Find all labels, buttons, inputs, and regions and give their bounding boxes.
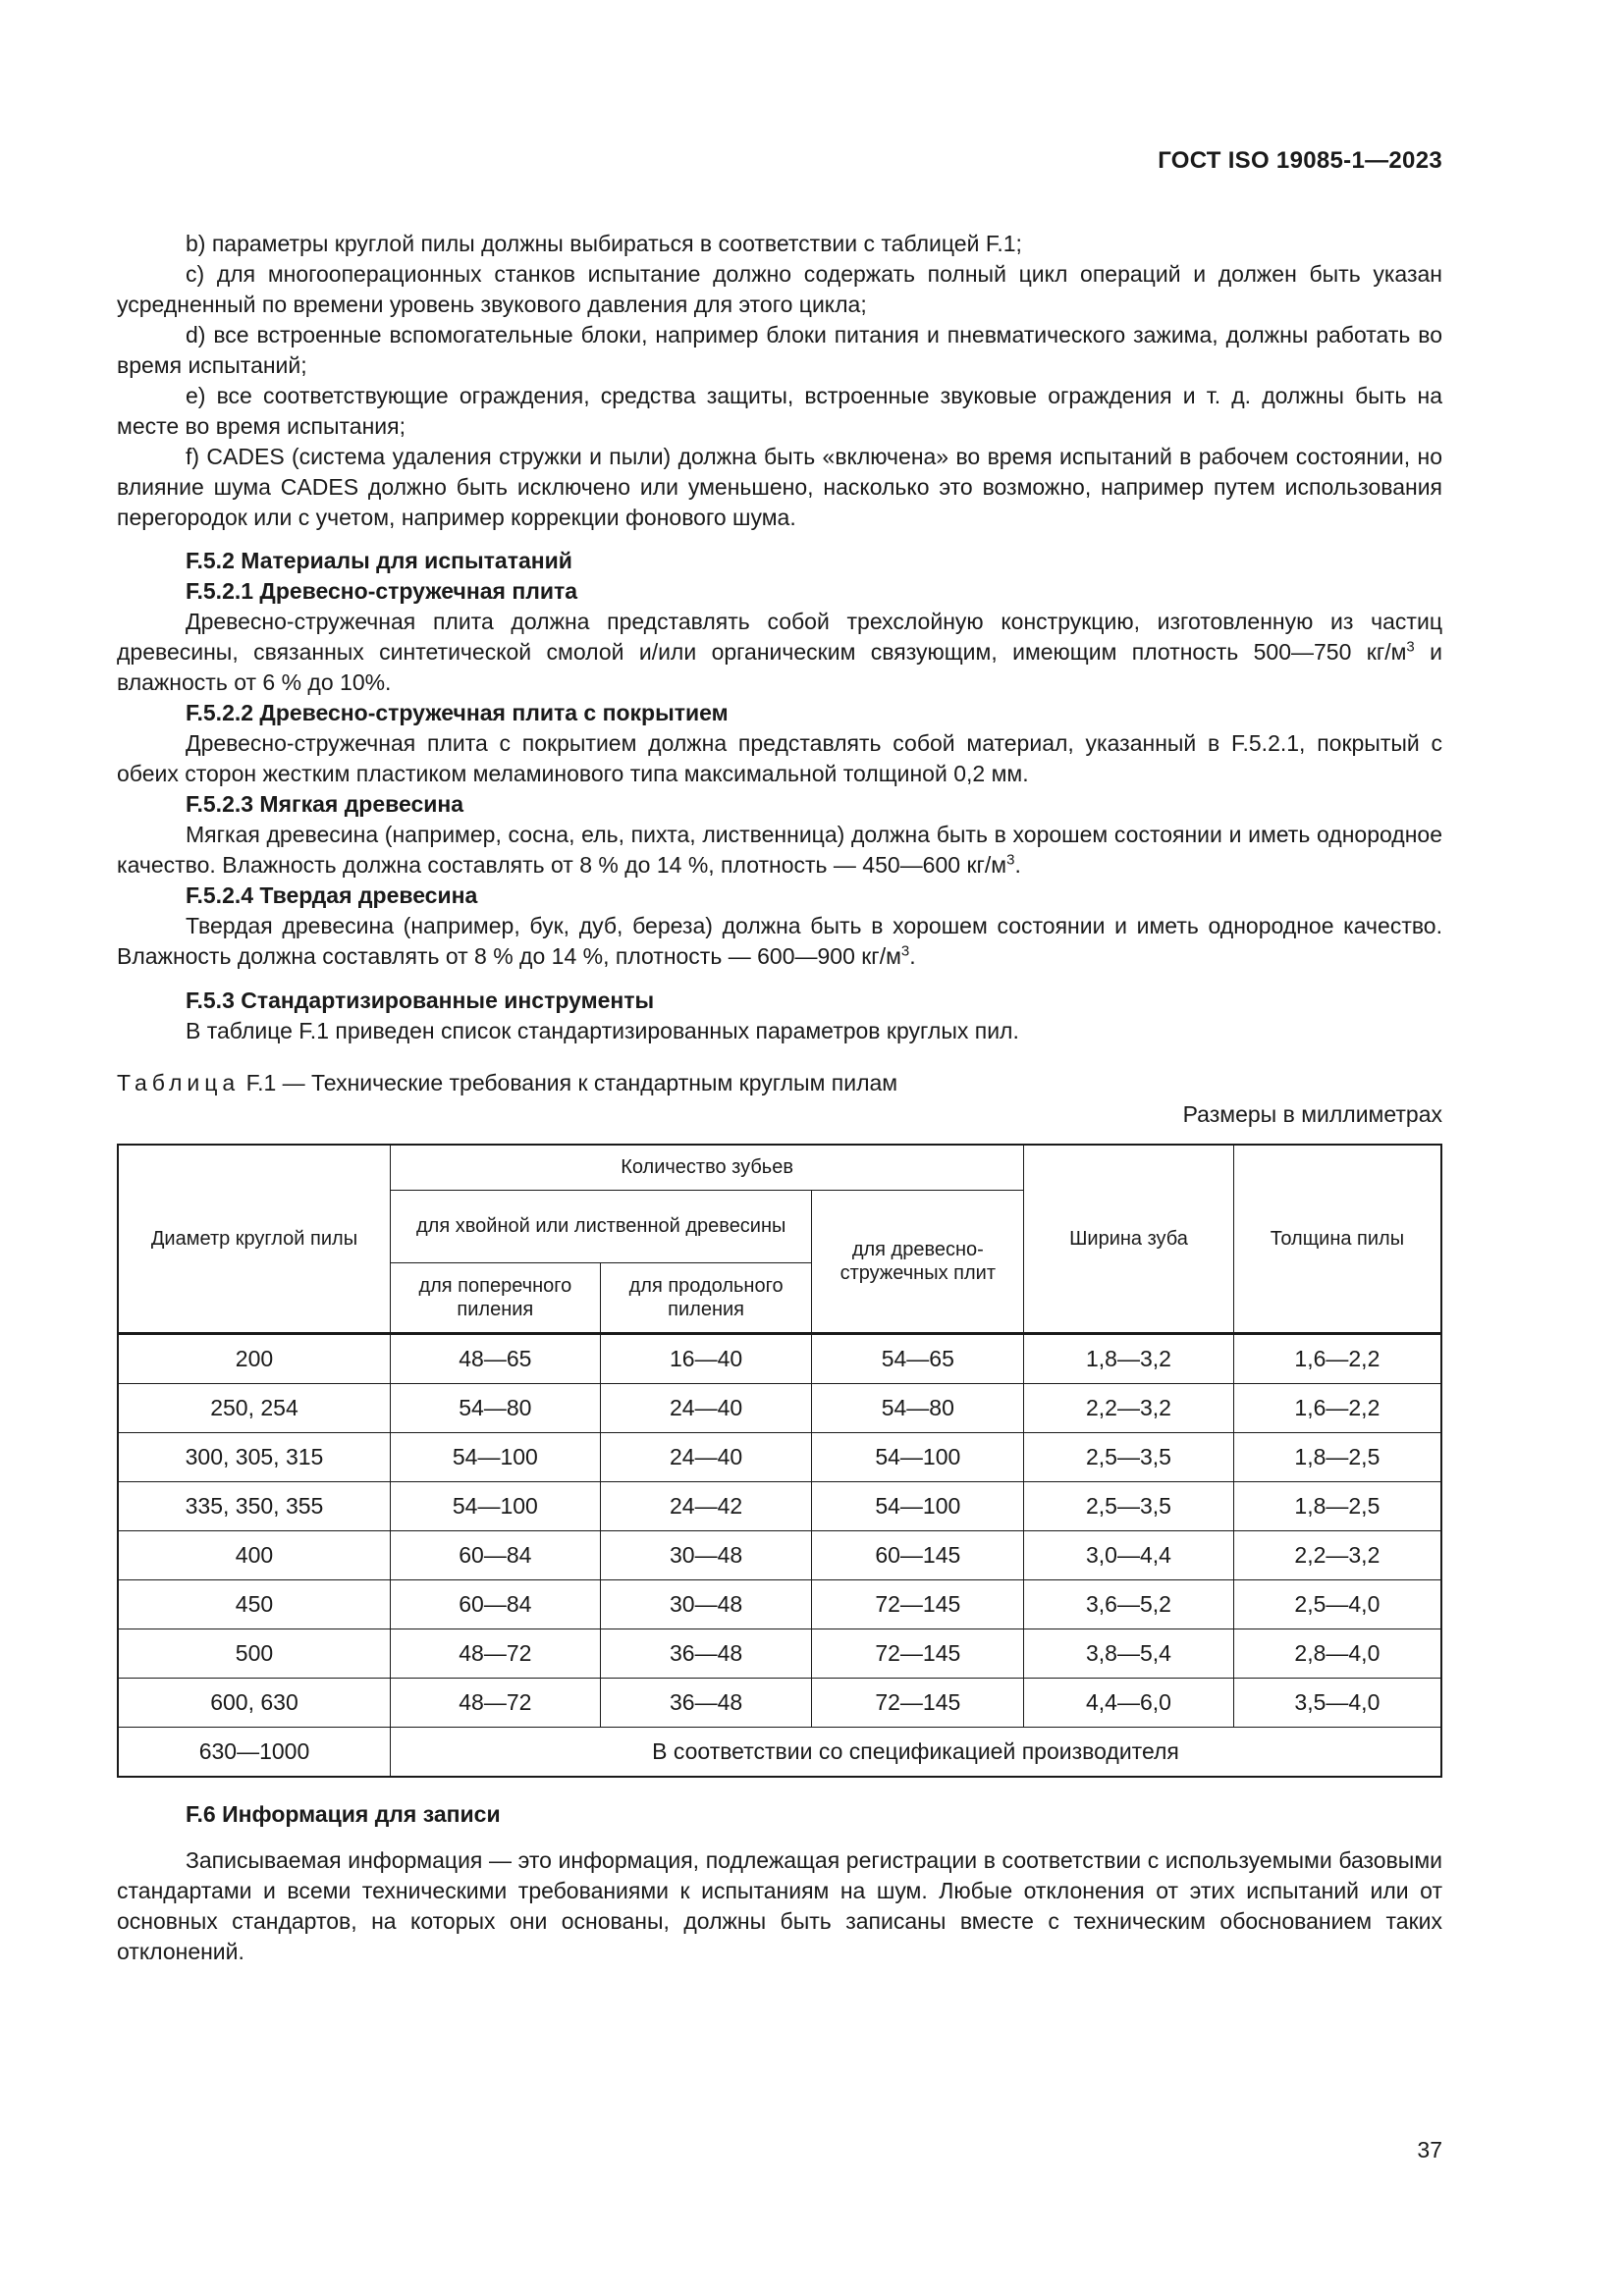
table-cell-merged-note: В соответствии со спецификацией производителя bbox=[390, 1727, 1441, 1777]
header-chipboard: для древесно-стружечных плит bbox=[812, 1190, 1024, 1333]
table-cell: 2,5—4,0 bbox=[1233, 1579, 1441, 1629]
table-row bbox=[118, 1383, 1441, 1432]
paragraph-f523: Мягкая древесина (например, сосна, ель, пихта, лиственница) должна быть в хорошем состоянии и иметь однородное качество. Влажность должна составлять от 8 % до 14 %, плотность — 450—600 $кг/м^3$. bbox=[117, 822, 1442, 878]
table-cell: 48—72 bbox=[390, 1629, 600, 1678]
header-ripcut: для продольного пиления bbox=[600, 1262, 812, 1333]
table-cell: 24—40 bbox=[600, 1432, 812, 1481]
table-cell: 54—100 bbox=[390, 1481, 600, 1530]
table-cell: 2,2—3,2 bbox=[1233, 1530, 1441, 1579]
table-cell: 36—48 bbox=[600, 1629, 812, 1678]
document-header: ГОСТ ISO 19085-1—2023 bbox=[1158, 147, 1442, 174]
table-cell: 600, 630 bbox=[118, 1678, 390, 1727]
table-cell: 36—48 bbox=[600, 1678, 812, 1727]
table-body bbox=[118, 1333, 1441, 1777]
list-item-b: b) параметры круглой пилы должны выбираться в соответствии с таблицей F.1; bbox=[186, 231, 1022, 256]
table-cell: 72—145 bbox=[812, 1579, 1024, 1629]
header-softhard-wood: для хвойной или лиственной древесины bbox=[390, 1190, 811, 1262]
table-cell: 300, 305, 315 bbox=[118, 1432, 390, 1481]
table-cell: 450 bbox=[118, 1579, 390, 1629]
table-cell: 16—40 bbox=[600, 1333, 812, 1383]
table-cell: 630—1000 bbox=[118, 1727, 390, 1777]
table-cell: 1,8—2,5 bbox=[1233, 1481, 1441, 1530]
section-title-f523: F.5.2.3 Мягкая древесина bbox=[186, 791, 464, 817]
list-item-e: e) все соответствующие ограждения, средства защиты, встроенные звуковые ограждения и т. д. должны быть на месте во время испытания; bbox=[117, 383, 1442, 439]
table-row bbox=[118, 1432, 1441, 1481]
table-row bbox=[118, 1629, 1441, 1678]
table-cell: 72—145 bbox=[812, 1678, 1024, 1727]
section-title-f522: F.5.2.2 Древесно-стружечная плита с покрытием bbox=[186, 700, 729, 725]
table-cell: 60—84 bbox=[390, 1579, 600, 1629]
section-title-f52: F.5.2 Материалы для испытатаний bbox=[186, 548, 572, 573]
table-cell: 72—145 bbox=[812, 1629, 1024, 1678]
section-f52 bbox=[117, 546, 1442, 972]
header-crosscut: для поперечного пиления bbox=[390, 1262, 600, 1333]
list-item-d: d) все встроенные вспомогательные блоки, например блоки питания и пневматического зажима, должны работать во время испытаний; bbox=[117, 322, 1442, 378]
intro-list bbox=[117, 229, 1442, 533]
section-f6 bbox=[117, 1799, 1442, 1967]
table-cell: 1,6—2,2 bbox=[1233, 1383, 1441, 1432]
section-title-f521: F.5.2.1 Древесно-стружечная плита bbox=[186, 578, 578, 604]
paragraph-f6: Записываемая информация — это информация, подлежащая регистрации в соответствии с используемыми базовыми стандартами и всеми техническими требованиями к испытаниям на шум. Любые отклонения от этих испытаний или от основных стандартов, на которых они основаны, должны быть записаны вместе с техническим обоснованием таких отклонений. bbox=[117, 1847, 1442, 1964]
table-cell: 3,0—4,4 bbox=[1024, 1530, 1234, 1579]
table-units: Размеры в миллиметрах bbox=[1182, 1101, 1442, 1127]
table-row bbox=[118, 1727, 1441, 1777]
table-cell: 24—42 bbox=[600, 1481, 812, 1530]
list-item-c: c) для многооперационных станков испытание должно содержать полный цикл операций и должен быть указан усредненный по времени уровень звукового давления для этого цикла; bbox=[117, 261, 1442, 317]
list-item-f: f) CADES (система удаления стружки и пыли) должна быть «включена» во время испытаний в рабочем состоянии, но влияние шума CADES должно быть исключено или уменьшено, насколько это возможно, например путем использования перегородок или с учетом, например коррекции фонового шума. bbox=[117, 444, 1442, 530]
table-cell: 54—80 bbox=[812, 1383, 1024, 1432]
table-cell: 54—100 bbox=[812, 1432, 1024, 1481]
table-cell: 54—80 bbox=[390, 1383, 600, 1432]
table-cell: 2,5—3,5 bbox=[1024, 1481, 1234, 1530]
saw-spec-table bbox=[117, 1144, 1442, 1778]
table-cell: 54—100 bbox=[812, 1481, 1024, 1530]
paragraph-f53: В таблице F.1 приведен список стандартизированных параметров круглых пил. bbox=[186, 1018, 1019, 1043]
table-cell: 24—40 bbox=[600, 1383, 812, 1432]
table-cell: 250, 254 bbox=[118, 1383, 390, 1432]
table-cell: 200 bbox=[118, 1333, 390, 1383]
table-cell: 4,4—6,0 bbox=[1024, 1678, 1234, 1727]
table-cell: 335, 350, 355 bbox=[118, 1481, 390, 1530]
table-cell: 500 bbox=[118, 1629, 390, 1678]
header-diameter: Диаметр круглой пилы bbox=[118, 1145, 390, 1333]
table-row bbox=[118, 1678, 1441, 1727]
table-cell: 3,8—5,4 bbox=[1024, 1629, 1234, 1678]
header-blade-thickness: Толщина пилы bbox=[1233, 1145, 1441, 1333]
table-cell: 48—65 bbox=[390, 1333, 600, 1383]
table-cell: 3,6—5,2 bbox=[1024, 1579, 1234, 1629]
table-cell: 60—84 bbox=[390, 1530, 600, 1579]
table-cell: 54—65 bbox=[812, 1333, 1024, 1383]
section-title-f524: F.5.2.4 Твердая древесина bbox=[186, 882, 478, 908]
table-cell: 1,8—2,5 bbox=[1233, 1432, 1441, 1481]
table-cell: 2,2—3,2 bbox=[1024, 1383, 1234, 1432]
table-cell: 2,8—4,0 bbox=[1233, 1629, 1441, 1678]
table-cell: 60—145 bbox=[812, 1530, 1024, 1579]
table-cell: 2,5—3,5 bbox=[1024, 1432, 1234, 1481]
table-cell: 400 bbox=[118, 1530, 390, 1579]
paragraph-f522: Древесно-стружечная плита с покрытием должна представлять собой материал, указанный в F.5.2.1, покрытый с обеих сторон жестким пластиком меламинового типа максимальной толщиной 0,2 мм. bbox=[117, 730, 1442, 786]
section-title-f6: F.6 Информация для записи bbox=[186, 1801, 501, 1827]
table-row bbox=[118, 1530, 1441, 1579]
paragraph-f521: Древесно-стружечная плита должна представлять собой трехслойную конструкцию, изготовленную из частиц древесины, связанных синтетической смолой и/или органическим связующим, имеющим плотность 500—750 $кг/м^3$ и влажность от 6 % до 10%. bbox=[117, 609, 1443, 695]
table-cell: 30—48 bbox=[600, 1530, 812, 1579]
header-teeth-count: Количество зубьев bbox=[390, 1145, 1023, 1190]
table-cell: 3,5—4,0 bbox=[1233, 1678, 1441, 1727]
section-f53 bbox=[117, 986, 1442, 1046]
table-cell: 48—72 bbox=[390, 1678, 600, 1727]
page-number: 37 bbox=[1417, 2137, 1442, 2163]
table-cell: 1,8—3,2 bbox=[1024, 1333, 1234, 1383]
table-row bbox=[118, 1579, 1441, 1629]
table-cell: 1,6—2,2 bbox=[1233, 1333, 1441, 1383]
table-cell: 30—48 bbox=[600, 1579, 812, 1629]
table-row bbox=[118, 1481, 1441, 1530]
table-cell: 54—100 bbox=[390, 1432, 600, 1481]
paragraph-f524: Твердая древесина (например, бук, дуб, береза) должна быть в хорошем состоянии и иметь однородное качество. Влажность должна составлять от 8 % до 14 %, плотность — 600—900 $кг/м^3$. bbox=[117, 913, 1442, 969]
table-caption: Таблица F.1 — Технические требования к стандартным круглым пилам bbox=[117, 1070, 898, 1095]
table-row bbox=[118, 1333, 1441, 1383]
section-title-f53: F.5.3 Стандартизированные инструменты bbox=[186, 988, 655, 1013]
header-tooth-width: Ширина зуба bbox=[1024, 1145, 1234, 1333]
